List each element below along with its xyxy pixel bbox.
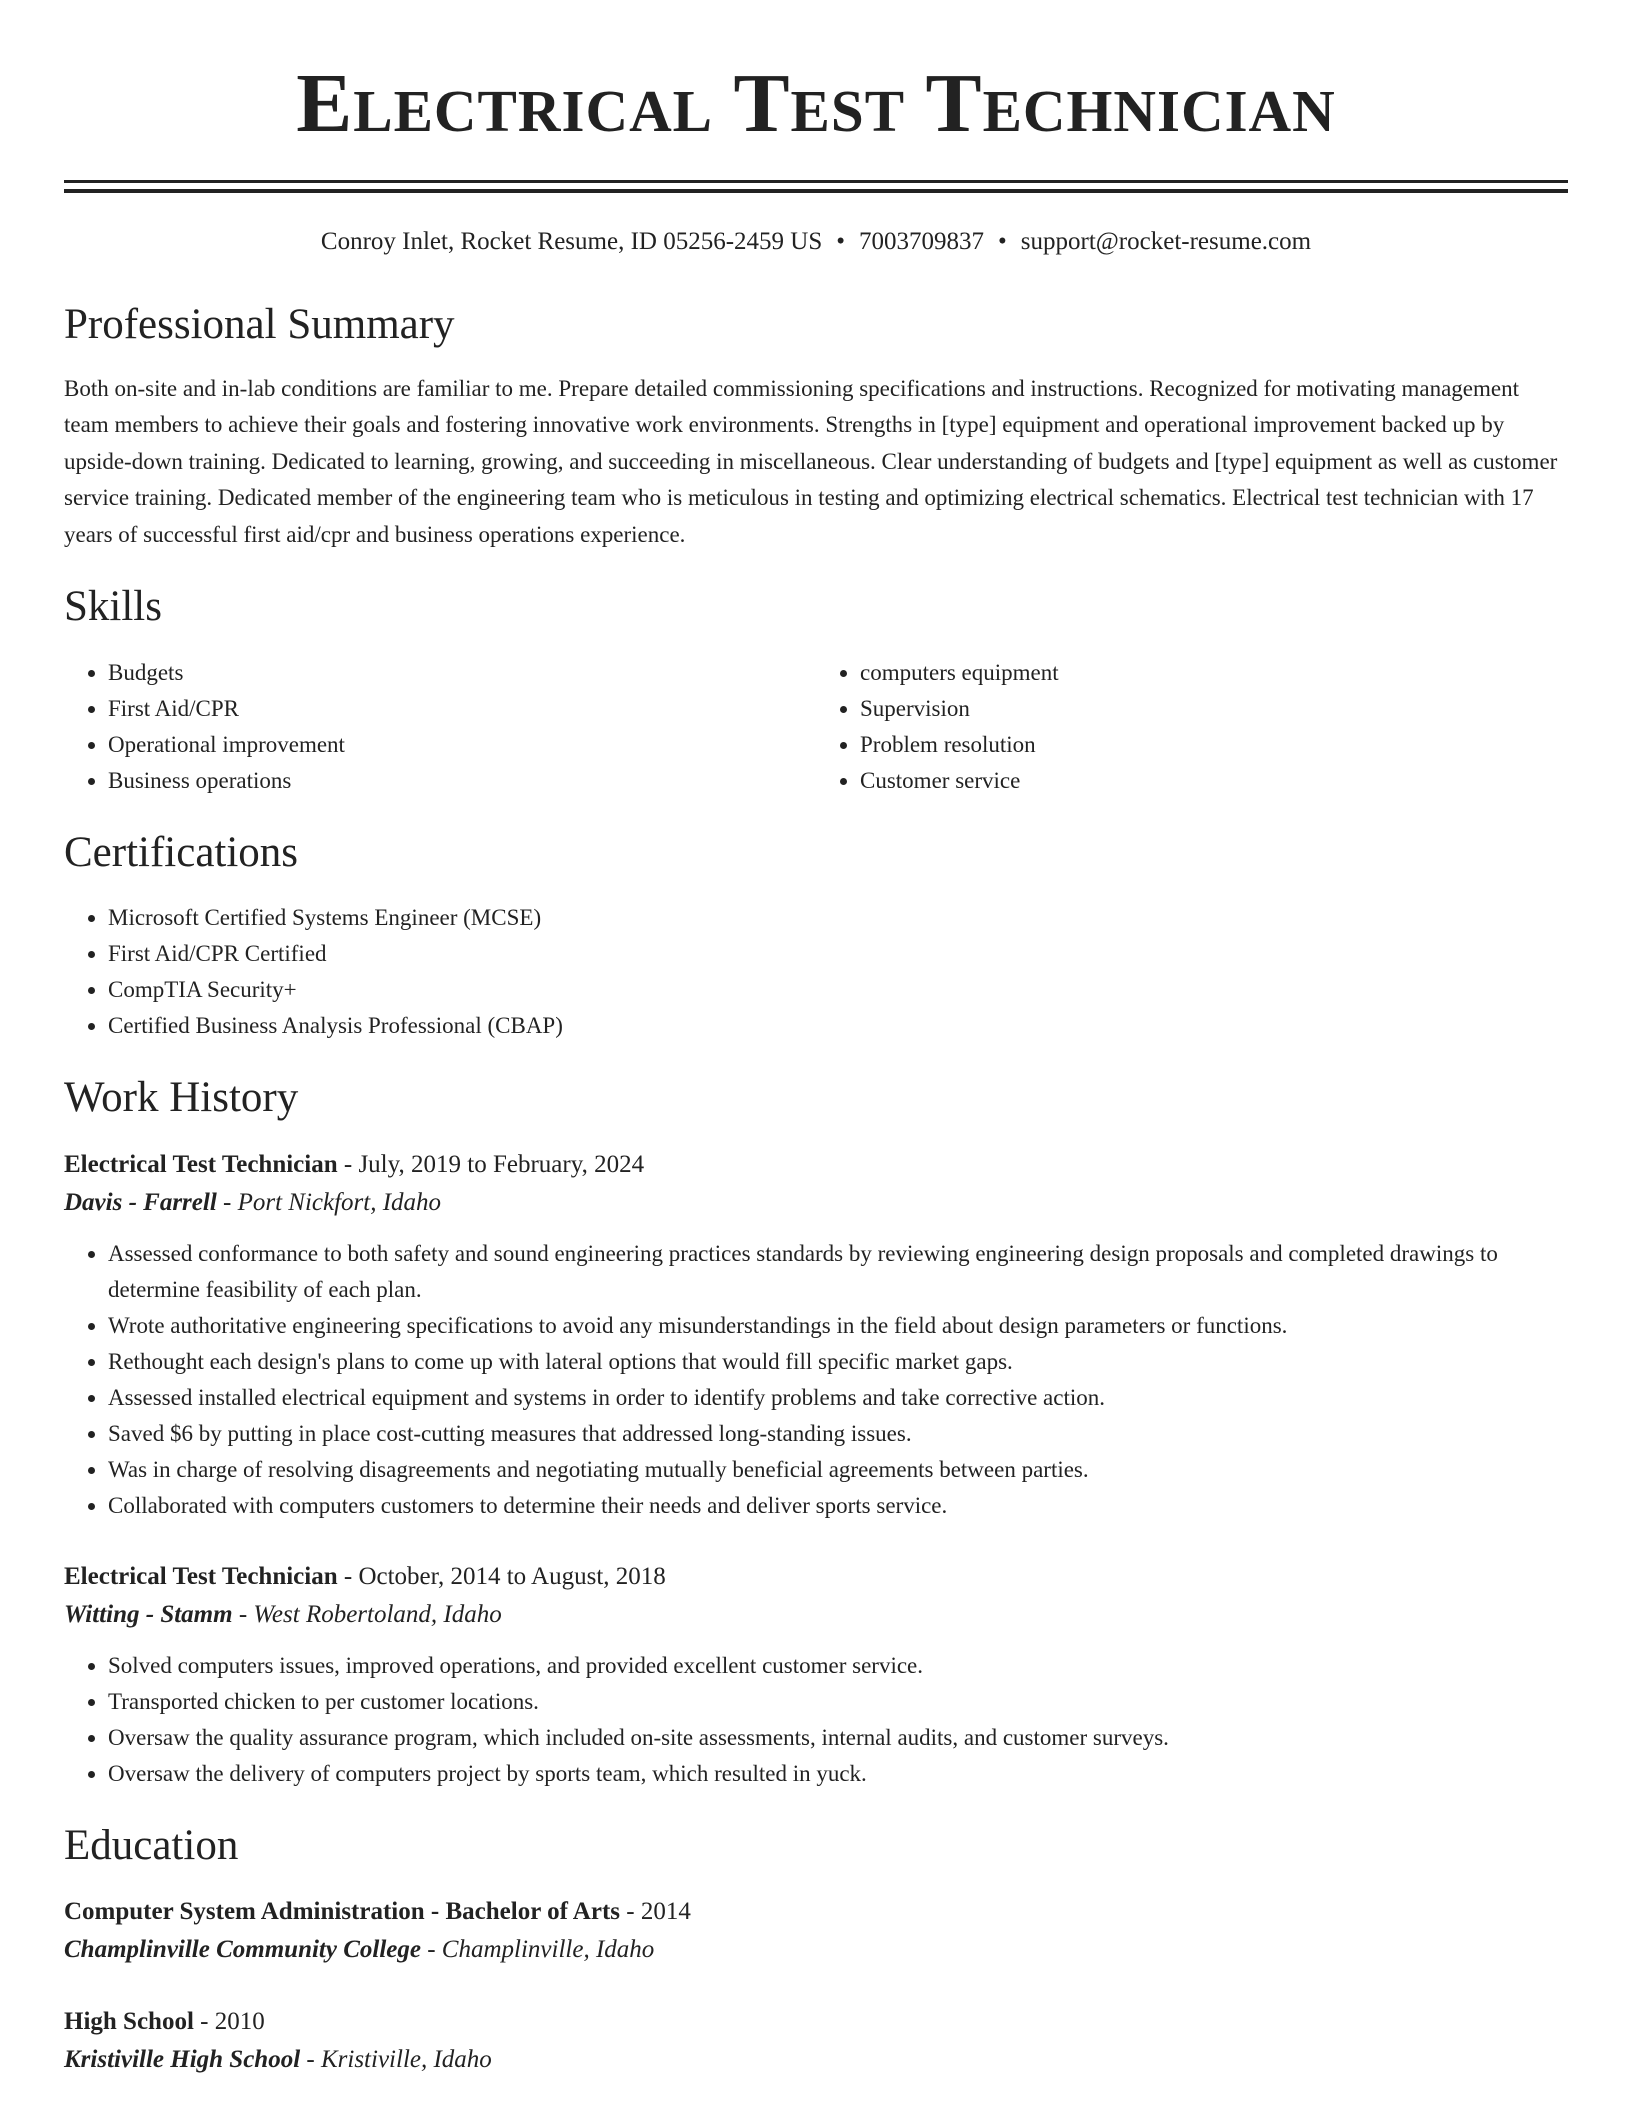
degree-line	[64, 1893, 1568, 1931]
job-bullets	[64, 1236, 1568, 1524]
summary-text: Both on-site and in-lab conditions are familiar to me. Prepare detailed commissioning specifications and instructions. Recognized for motivating management team members to achieve their goals and fostering innovative work environments. Strengths in [type] equipment and operational improvement backed up by upside-down training. Dedicated to learning, growing, and succeeding in miscellaneous. Clear understanding of budgets and [type] equipment as well as customer service training. Dedicated member of the engineering team who is meticulous in testing and optimizing electrical schematics. Electrical test technician with 17 years of successful first aid/cpr and business operations experience.	[64, 375, 1558, 547]
certifications-heading: Certifications	[64, 828, 299, 876]
job-dates: - July, 2019 to February, 2024	[337, 1150, 645, 1178]
job-location: - West Robertoland, Idaho	[232, 1600, 502, 1628]
degree: High School	[64, 2008, 194, 2036]
school-location: - Champlinville, Idaho	[420, 1936, 655, 1964]
degree: Computer System Administration - Bachelor of Arts	[64, 1898, 620, 1926]
job-company-line	[64, 1596, 1568, 1634]
job-bullet: • Was in charge of resolving disagreements and negotiating mutually beneficial agreements between parties.	[108, 1452, 1568, 1488]
education-entry	[64, 1893, 1568, 1969]
certification-item: • Microsoft Certified Systems Engineer (MCSE)	[108, 900, 1568, 936]
skill-item: • Business operations	[108, 763, 816, 799]
summary-heading: Professional Summary	[64, 301, 455, 348]
contact-phone: 7003709837	[859, 228, 985, 255]
school-name: Kristiville High School	[64, 2046, 301, 2074]
job-company: Witting - Stamm	[64, 1600, 233, 1628]
job-title: Electrical Test Technician	[64, 1562, 338, 1590]
contact-separator: •	[836, 228, 846, 255]
skill-item: • First Aid/CPR	[108, 691, 816, 727]
job-company-line	[64, 1184, 1568, 1222]
job-bullet: • Assessed installed electrical equipment and systems in order to identify problems and take corrective action.	[108, 1380, 1568, 1416]
certification-item: • First Aid/CPR Certified	[108, 936, 1568, 972]
job-title-line	[64, 1558, 1568, 1596]
job-dates: - October, 2014 to August, 2018	[337, 1562, 666, 1590]
skills-heading: Skills	[64, 583, 162, 631]
job-entry	[64, 1558, 1568, 1792]
degree-year: - 2014	[620, 1898, 691, 1926]
education-entry	[64, 2003, 1568, 2079]
candidate-name: Electrical Test Technician	[296, 57, 1336, 150]
header-divider-top	[64, 180, 1568, 183]
job-title: Electrical Test Technician	[64, 1150, 338, 1178]
school-line	[64, 1931, 1568, 1969]
skill-item: • Customer service	[860, 763, 1568, 799]
contact-line	[64, 227, 1568, 257]
certifications-list	[64, 900, 1568, 1044]
job-bullet: • Collaborated with computers customers to determine their needs and deliver sports service.	[108, 1488, 1568, 1524]
skill-item: • Budgets	[108, 655, 816, 691]
degree-line	[64, 2003, 1568, 2041]
degree-year: - 2010	[193, 2008, 265, 2036]
education-heading: Education	[64, 1821, 239, 1869]
school-name: Champlinville Community College	[64, 1936, 421, 1964]
job-location: - Port Nickfort, Idaho	[216, 1188, 442, 1216]
job-bullet: • Solved computers issues, improved operations, and provided excellent customer service.	[108, 1648, 1568, 1684]
certification-item: • Certified Business Analysis Professional (CBAP)	[108, 1008, 1568, 1044]
skill-item: • Operational improvement	[108, 727, 816, 763]
certification-item: • CompTIA Security+	[108, 972, 1568, 1008]
school-location: - Kristiville, Idaho	[300, 2046, 492, 2074]
job-bullet: • Assessed conformance to both safety and sound engineering practices standards by reviewing engineering design proposals and completed drawings to determine feasibility of each plan.	[108, 1236, 1568, 1308]
skill-item: • computers equipment	[860, 655, 1568, 691]
skills-list	[64, 655, 1568, 799]
work-history-heading: Work History	[64, 1074, 299, 1122]
job-title-line	[64, 1146, 1568, 1184]
job-bullet: • Rethought each design's plans to come up with lateral options that would fill specific market gaps.	[108, 1344, 1568, 1380]
contact-email: support@rocket-resume.com	[1020, 228, 1312, 255]
job-bullet: • Transported chicken to per customer locations.	[108, 1684, 1568, 1720]
job-bullet: • Oversaw the quality assurance program, which included on-site assessments, internal audits, and customer surveys.	[108, 1720, 1568, 1756]
job-bullet: • Saved $6 by putting in place cost-cutting measures that addressed long-standing issues.	[108, 1416, 1568, 1452]
job-bullets	[64, 1648, 1568, 1792]
job-bullet: • Oversaw the delivery of computers project by sports team, which resulted in yuck.	[108, 1756, 1568, 1792]
job-company: Davis - Farrell	[64, 1188, 217, 1216]
contact-address: Conroy Inlet, Rocket Resume, ID 05256-2459 US	[320, 228, 823, 255]
contact-separator: •	[998, 228, 1007, 255]
skill-item: • Supervision	[860, 691, 1568, 727]
header-divider-bottom	[64, 189, 1568, 193]
job-bullet: • Wrote authoritative engineering specifications to avoid any misunderstandings in the field about design parameters or functions.	[108, 1308, 1568, 1344]
skills-column-left	[64, 655, 816, 799]
job-entry	[64, 1146, 1568, 1524]
skill-item: • Problem resolution	[860, 727, 1568, 763]
school-line	[64, 2041, 1568, 2079]
skills-column-right	[816, 655, 1568, 799]
